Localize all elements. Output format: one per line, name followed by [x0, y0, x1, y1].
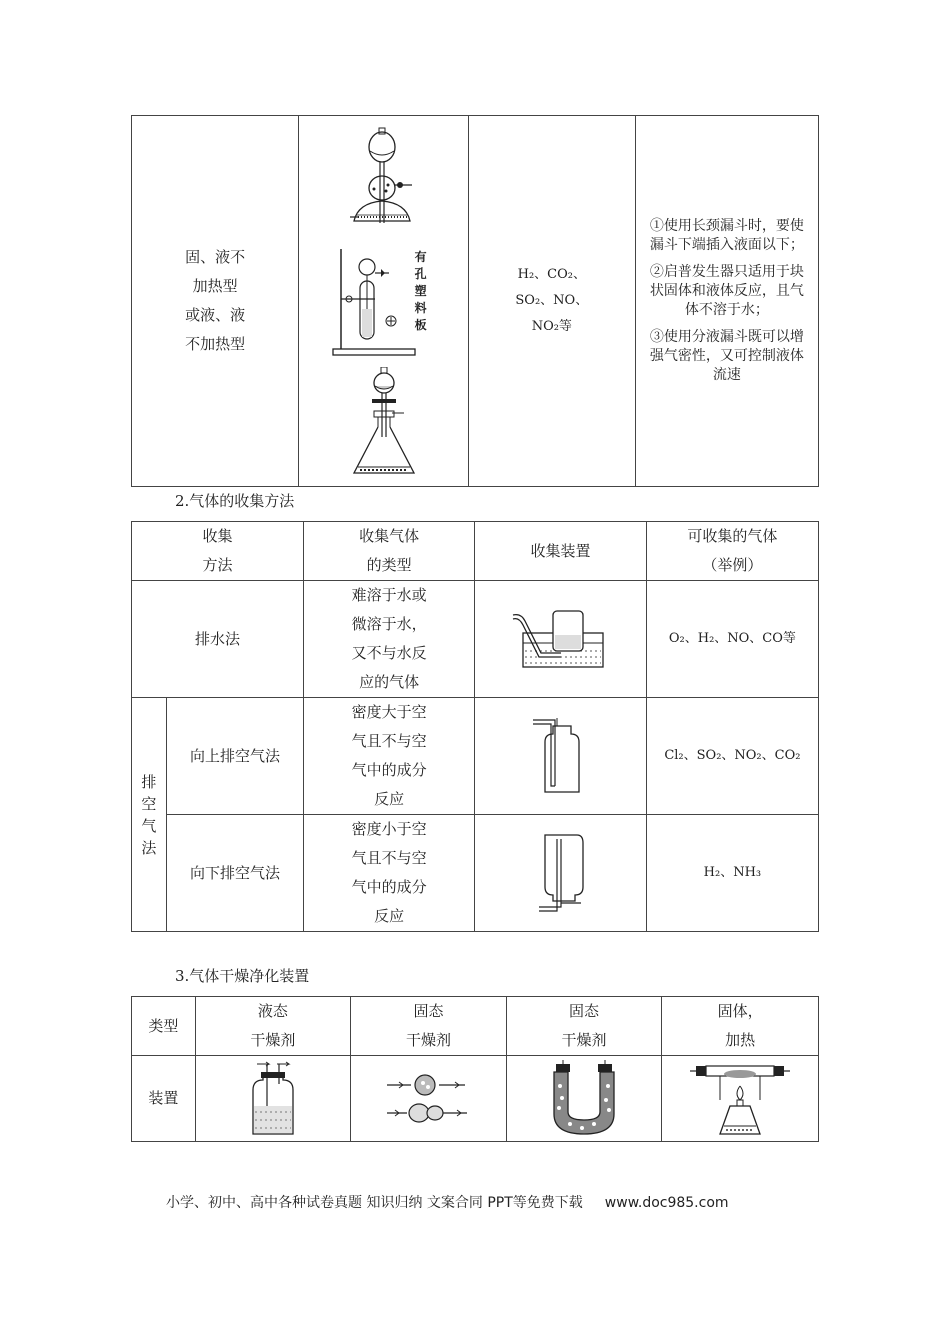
device-heated-tube	[662, 1056, 819, 1142]
type-upward: 密度大于空 气且不与空 气中的成分 反应	[304, 698, 475, 815]
gases-downward: H₂、NH₃	[646, 815, 818, 932]
collection-table	[131, 521, 819, 932]
drying-table	[131, 996, 819, 1142]
note-item: ③使用分液漏斗既可以增强气密性，又可控制液体流速	[649, 329, 804, 383]
upward-air-diagram	[531, 716, 591, 796]
footer	[166, 1192, 729, 1212]
gases-line: NO₂等	[531, 319, 572, 334]
generator-table	[131, 115, 819, 487]
gases-upward: Cl₂、SO₂、NO₂、CO₂	[646, 698, 818, 815]
row-type-label: 类型	[132, 997, 196, 1056]
header-type: 收集气体 的类型	[304, 522, 475, 581]
device-wash-bottle	[195, 1056, 350, 1142]
reaction-type-line: 不加热型	[185, 335, 246, 353]
perforated-plate-label: 有 孔 塑 料 板	[414, 250, 427, 332]
device-drying-tubes	[351, 1056, 507, 1142]
reaction-type-line: 或液、液	[185, 306, 246, 324]
type-solid-heated: 固体， 加热	[662, 997, 819, 1056]
header-examples: 可收集的气体 （举例）	[646, 522, 818, 581]
type-solid-desiccant-1: 固态 干燥剂	[351, 997, 507, 1056]
device-upward	[475, 698, 647, 815]
row-device-label: 装置	[132, 1056, 196, 1142]
reaction-type-line: 固、液不	[185, 248, 246, 266]
wash-bottle-diagram	[243, 1060, 303, 1138]
water-displacement-diagram	[511, 607, 611, 671]
generator-devices-cell	[299, 116, 469, 487]
header-method: 收集 方法	[132, 522, 304, 581]
type-water: 难溶于水或 微溶于水， 又不与水反 应的气体	[304, 581, 475, 698]
note-item: ①使用长颈漏斗时，要使漏斗下端插入液面以下；	[649, 218, 804, 253]
footer-text: 小学、初中、高中各种试卷真题 知识归纳 文案合同 PPT等免费下载	[166, 1195, 583, 1211]
simple-generator-diagram	[329, 249, 419, 357]
device-water	[475, 581, 647, 698]
downward-air-diagram	[531, 831, 591, 915]
section-2-heading: 2.气体的收集方法	[175, 492, 295, 510]
air-group-cell: 排 空 气 法	[132, 698, 167, 932]
drying-tubes-diagram	[383, 1067, 473, 1131]
device-u-tube	[506, 1056, 662, 1142]
gases-line: SO₂、NO、	[515, 293, 589, 308]
section-3-heading: 3.气体干燥净化装置	[175, 967, 310, 985]
note-item: ②启普发生器只适用于块状固体和液体反应，且气体不溶于水；	[649, 264, 804, 318]
type-liquid-desiccant: 液态 干燥剂	[195, 997, 350, 1056]
type-downward: 密度小于空 气且不与空 气中的成分 反应	[304, 815, 475, 932]
header-device: 收集装置	[475, 522, 647, 581]
device-downward	[475, 815, 647, 932]
footer-url[interactable]: www.doc985.com	[604, 1195, 729, 1211]
separatory-funnel-flask-diagram	[344, 367, 424, 477]
method-upward: 向上排空气法	[166, 698, 303, 815]
gases-water: O₂、H₂、NO、CO等	[646, 581, 818, 698]
notes-cell	[635, 116, 818, 487]
reaction-type-cell	[132, 116, 299, 487]
method-downward: 向下排空气法	[166, 815, 303, 932]
kipp-generator-diagram	[344, 125, 424, 229]
type-solid-desiccant-2: 固态 干燥剂	[506, 997, 662, 1056]
heated-tube-diagram	[690, 1060, 790, 1138]
u-tube-diagram	[548, 1060, 620, 1138]
reaction-type-line: 加热型	[192, 277, 238, 295]
method-water: 排水法	[132, 581, 304, 698]
gases-cell	[468, 116, 635, 487]
gases-line: H₂、CO₂、	[517, 267, 586, 282]
